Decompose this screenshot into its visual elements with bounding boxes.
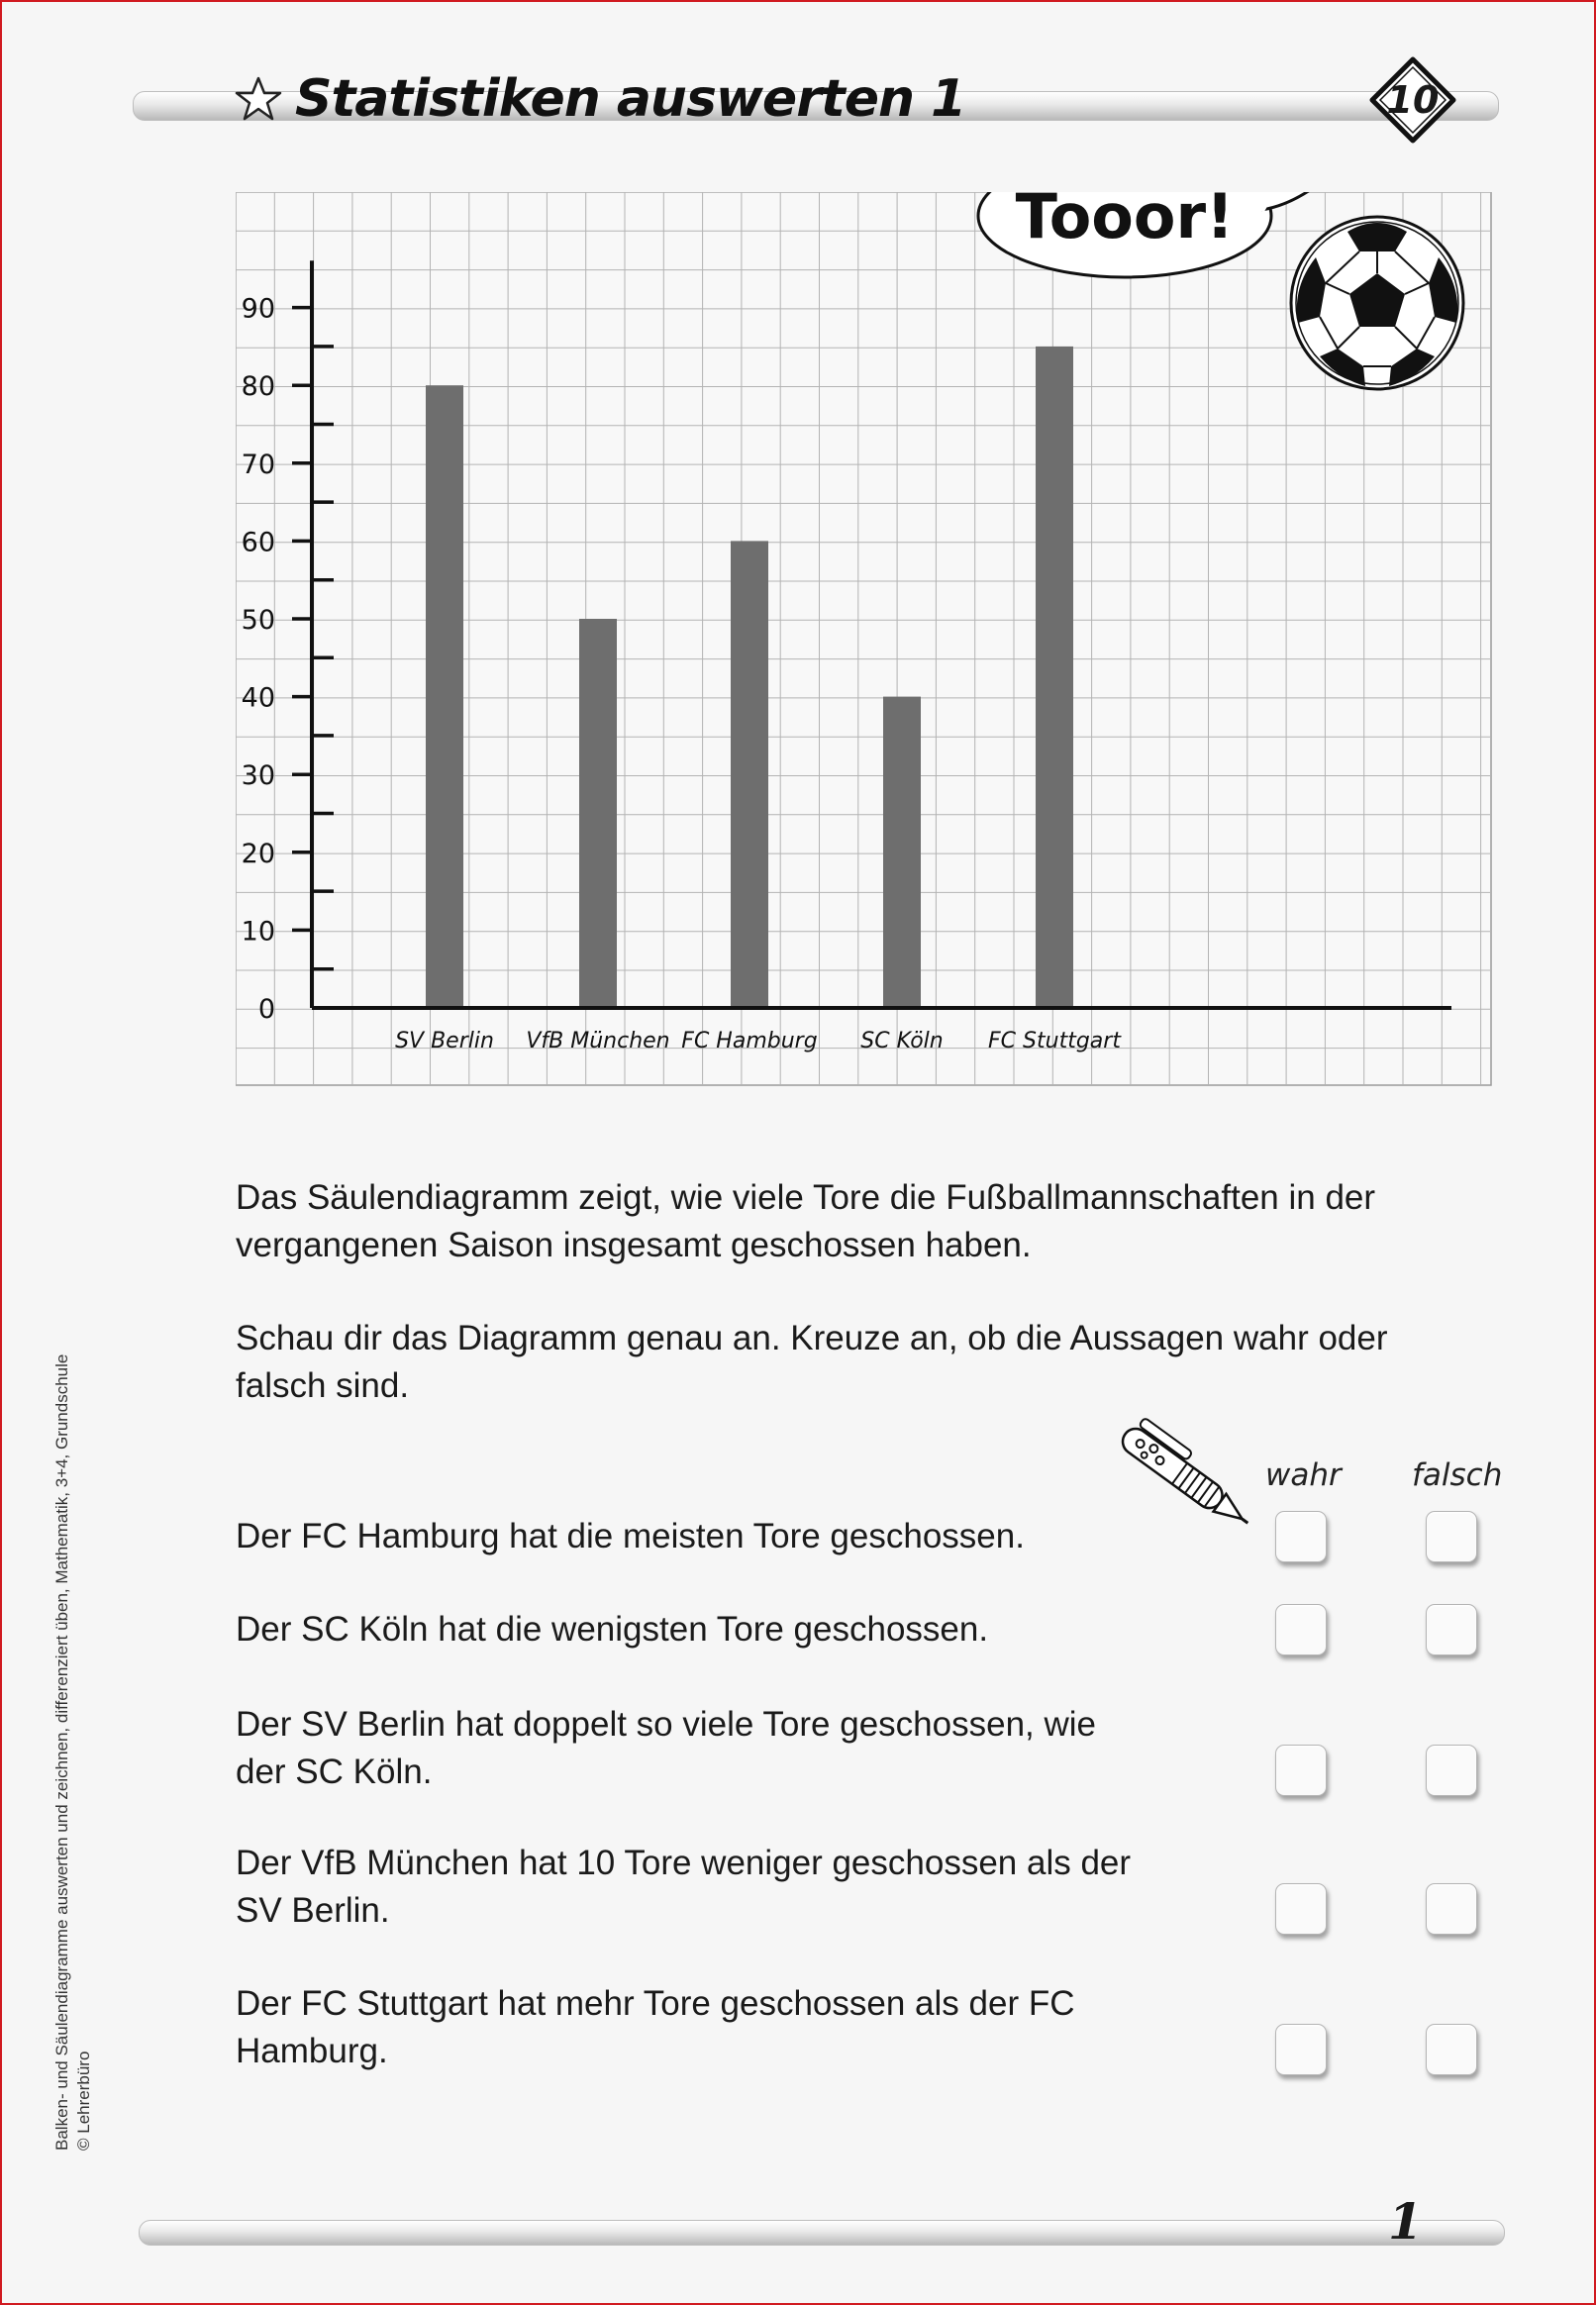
y-tick-label: 80 [241, 371, 275, 403]
statement-1-true-checkbox[interactable] [1275, 1511, 1327, 1562]
statement-3-true-checkbox[interactable] [1275, 1745, 1327, 1796]
chart-description: Das Säulendiagramm zeigt, wie viele Tore die Fußballmannschaften in der vergangenen Saison insgesamt geschossen haben. [236, 1178, 1376, 1264]
statement-1: Der FC Hamburg hat die meisten Tore geschossen. [236, 1517, 1025, 1555]
y-tick-label: 30 [241, 760, 275, 792]
statement-2: Der SC Köln hat die wenigsten Tore geschossen. [236, 1610, 989, 1649]
y-tick-label: 60 [241, 527, 275, 558]
y-tick-label: 20 [241, 838, 275, 869]
bar-vfb-m-nchen [579, 619, 617, 1008]
category-label: FC Stuttgart [988, 1029, 1121, 1053]
statement-5: Der FC Stuttgart hat mehr Tore geschossen als der FC Hamburg. [236, 1984, 1075, 2070]
y-tick-label: 50 [241, 605, 275, 636]
column-header-false: falsch [1412, 1457, 1503, 1493]
bar-fc-stuttgart [1036, 347, 1073, 1008]
statement-4-false-checkbox[interactable] [1426, 1883, 1477, 1935]
statement-5-true-checkbox[interactable] [1275, 2024, 1327, 2075]
statement-2-false-checkbox[interactable] [1426, 1604, 1477, 1655]
y-tick-label: 90 [241, 293, 275, 325]
footer-bar [139, 2220, 1505, 2246]
bar-sc-k-ln [883, 697, 921, 1008]
bar-fc-hamburg [731, 541, 768, 1008]
task-instruction: Schau dir das Diagramm genau an. Kreuze an, ob die Aussagen wahr oder falsch sind. [236, 1319, 1388, 1405]
statement-4-true-checkbox[interactable] [1275, 1883, 1327, 1935]
category-label: SV Berlin [395, 1029, 494, 1053]
statement-2-true-checkbox[interactable] [1275, 1604, 1327, 1655]
category-label: FC Hamburg [681, 1029, 818, 1053]
statement-3-false-checkbox[interactable] [1426, 1745, 1477, 1796]
sheet-number: 10 [1386, 78, 1440, 122]
side-credit-line-1: Balken- und Säulendiagramme auswerten und zeichnen, differenziert üben, Mathematik, 3+4, Grundschule [52, 1353, 71, 2151]
star-icon [234, 75, 283, 123]
statement-4: Der VfB München hat 10 Tore weniger geschossen als der SV Berlin. [236, 1844, 1132, 1930]
y-tick-label: 70 [241, 449, 275, 480]
statement-3: Der SV Berlin hat doppelt so viele Tore geschossen, wie der SC Köln. [236, 1705, 1097, 1791]
soccer-ball-icon [1291, 217, 1463, 389]
y-tick-label: 40 [241, 682, 275, 714]
side-credit [51, 1354, 95, 2151]
y-tick-label: 10 [241, 916, 275, 948]
statement-1-false-checkbox[interactable] [1426, 1511, 1477, 1562]
category-label: SC Köln [860, 1029, 944, 1053]
page-title: Statistiken auswerten 1 [295, 69, 966, 129]
statement-5-false-checkbox[interactable] [1426, 2024, 1477, 2075]
speech-bubble-text: Tooor! [1015, 192, 1235, 252]
bar-sv-berlin [426, 385, 463, 1008]
column-header-true: wahr [1265, 1457, 1342, 1493]
side-credit-line-2: © Lehrerbüro [74, 2051, 93, 2151]
y-tick-label: 0 [257, 994, 275, 1025]
goals-bar-chart [236, 192, 1493, 1089]
category-label: VfB München [526, 1029, 670, 1053]
page-number: 1 [1388, 2192, 1423, 2251]
